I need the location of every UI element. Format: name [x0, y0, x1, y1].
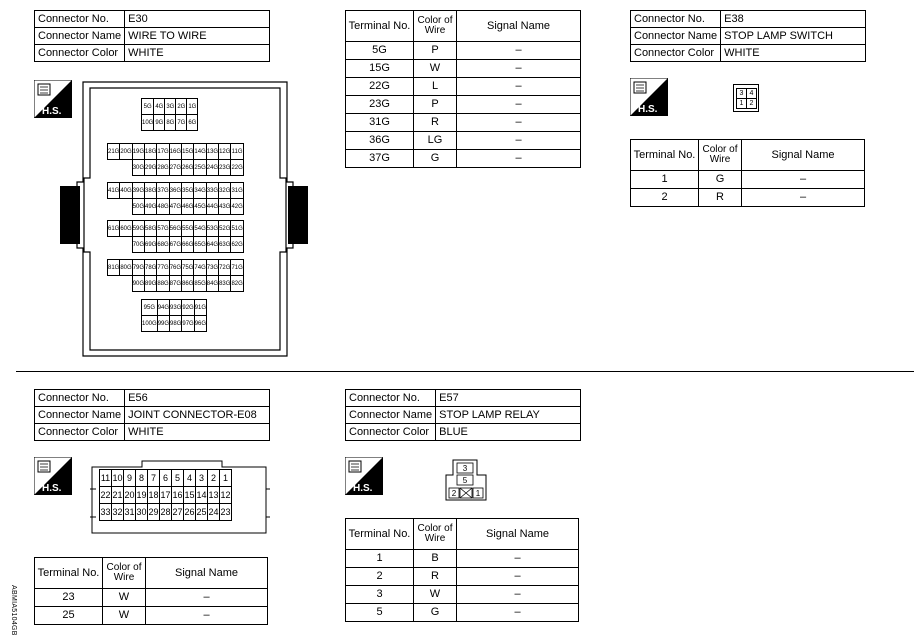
- pin: 47G: [169, 199, 181, 215]
- pin: 18: [148, 487, 160, 504]
- pin: 3: [462, 464, 468, 473]
- connector-no-value: E57: [436, 390, 581, 407]
- pin: 15G: [182, 144, 194, 160]
- pin: 8: [136, 470, 148, 487]
- terminal-row: [346, 132, 581, 150]
- pin: 7G: [176, 115, 187, 131]
- pin: 72G: [219, 260, 231, 276]
- terminal-row: [35, 607, 268, 625]
- pin: 60G: [120, 221, 132, 237]
- connector-color-label: Connector Color: [631, 45, 721, 62]
- figure-code: ABMIA5104GB: [10, 585, 17, 636]
- pin: 38G: [145, 183, 157, 199]
- wire-color-cell: R: [414, 568, 457, 586]
- signal-name-header: Signal Name: [457, 11, 581, 42]
- pin: 61G: [108, 221, 120, 237]
- pin: 16G: [169, 144, 181, 160]
- pin: 82G: [231, 276, 243, 292]
- pin: 16: [172, 487, 184, 504]
- pin: 20G: [120, 144, 132, 160]
- pin: 25G: [194, 160, 206, 176]
- pin: 4: [747, 89, 757, 99]
- pin: 8G: [165, 115, 176, 131]
- pin: 91G: [194, 300, 206, 316]
- pin: 88G: [157, 276, 169, 292]
- connector-name-value: STOP LAMP SWITCH: [721, 28, 866, 45]
- connector-name-label: Connector Name: [35, 28, 125, 45]
- terminal-row: [346, 42, 581, 60]
- pin: 13: [208, 487, 220, 504]
- pin: 86G: [182, 276, 194, 292]
- pin: 96G: [194, 316, 206, 332]
- e38-connector-face: [733, 84, 759, 112]
- pin: 37G: [157, 183, 169, 199]
- pin: 68G: [157, 237, 169, 253]
- terminal-no-header: Terminal No.: [631, 140, 699, 171]
- signal-name-cell: –: [457, 114, 581, 132]
- pin: 33G: [206, 183, 218, 199]
- connector-no-label: Connector No.: [631, 11, 721, 28]
- signal-name-cell: –: [457, 132, 581, 150]
- signal-name-cell: –: [146, 607, 268, 625]
- pin: 30G: [132, 160, 144, 176]
- signal-name-cell: –: [457, 78, 581, 96]
- pin: 77G: [157, 260, 169, 276]
- hs-label: H.S.: [353, 483, 373, 494]
- pin: 14G: [194, 144, 206, 160]
- pin: 98G: [170, 316, 182, 332]
- pin: 29G: [145, 160, 157, 176]
- pin-group: [141, 98, 198, 131]
- pin: 76G: [169, 260, 181, 276]
- connector-color-label: Connector Color: [35, 45, 125, 62]
- e56-pin-layout: [99, 469, 232, 521]
- signal-name-header: Signal Name: [457, 519, 579, 550]
- terminal-row: [346, 78, 581, 96]
- pin-group: [141, 299, 207, 332]
- pin: 17: [160, 487, 172, 504]
- pin: 27G: [169, 160, 181, 176]
- pin: 18G: [145, 144, 157, 160]
- pin: 71G: [231, 260, 243, 276]
- e57-connector-face: [440, 458, 494, 504]
- pin: 67G: [169, 237, 181, 253]
- pin: 5: [462, 476, 468, 485]
- pin: 89G: [145, 276, 157, 292]
- pin: 24: [208, 504, 220, 521]
- terminal-row: [346, 586, 579, 604]
- wire-color-cell: L: [414, 78, 457, 96]
- terminal-no-header: Terminal No.: [35, 558, 103, 589]
- pin: 43G: [219, 199, 231, 215]
- pin: 17G: [157, 144, 169, 160]
- wire-color-cell: G: [699, 171, 742, 189]
- e57-connector-info: [345, 389, 581, 441]
- terminal-no-cell: 1: [346, 550, 414, 568]
- signal-name-header: Signal Name: [146, 558, 268, 589]
- pin: 100G: [142, 316, 158, 332]
- pin: 26G: [182, 160, 194, 176]
- wire-color-header: Color of Wire: [414, 519, 457, 550]
- pin: 35G: [182, 183, 194, 199]
- pin: 36G: [169, 183, 181, 199]
- terminal-row: [346, 96, 581, 114]
- wire-color-cell: R: [699, 189, 742, 207]
- pin: 6G: [187, 115, 198, 131]
- pin: 9: [124, 470, 136, 487]
- pin: 81G: [108, 260, 120, 276]
- wire-color-cell: P: [414, 96, 457, 114]
- terminal-no-cell: 1: [631, 171, 699, 189]
- terminal-no-cell: 36G: [346, 132, 414, 150]
- pin: 23G: [219, 160, 231, 176]
- section-divider: [16, 371, 914, 372]
- pin: 93G: [170, 300, 182, 316]
- pin: 41G: [108, 183, 120, 199]
- pin: 32G: [219, 183, 231, 199]
- pin: 10G: [142, 115, 154, 131]
- pin: 56G: [169, 221, 181, 237]
- terminal-no-cell: 5: [346, 604, 414, 622]
- signal-name-cell: –: [742, 171, 865, 189]
- signal-name-cell: –: [457, 568, 579, 586]
- pin: 30: [136, 504, 148, 521]
- connector-color-label: Connector Color: [35, 424, 125, 441]
- pin: 1: [737, 99, 747, 109]
- pin: 75G: [182, 260, 194, 276]
- e38-connector-info: [630, 10, 866, 62]
- pin-group: [107, 220, 244, 253]
- connector-color-label: Connector Color: [346, 424, 436, 441]
- pin: 1G: [187, 99, 198, 115]
- pin: 48G: [157, 199, 169, 215]
- signal-name-cell: –: [457, 150, 581, 168]
- pin: 1: [220, 470, 232, 487]
- wire-color-cell: W: [103, 607, 146, 625]
- pin: 26: [184, 504, 196, 521]
- connector-color-value: WHITE: [125, 424, 270, 441]
- terminal-no-cell: 15G: [346, 60, 414, 78]
- hs-label: H.S.: [42, 483, 62, 494]
- pin: 31: [124, 504, 136, 521]
- pin: 87G: [169, 276, 181, 292]
- pin: 33: [100, 504, 112, 521]
- pin: 31G: [231, 183, 243, 199]
- pin: 9G: [154, 115, 165, 131]
- terminal-no-header: Terminal No.: [346, 519, 414, 550]
- wire-color-cell: LG: [414, 132, 457, 150]
- pin: 28: [160, 504, 172, 521]
- pin: 25: [196, 504, 208, 521]
- connector-name-label: Connector Name: [346, 407, 436, 424]
- e30-terminal-table: [345, 10, 581, 168]
- wire-color-header: Color of Wire: [699, 140, 742, 171]
- terminal-no-cell: 31G: [346, 114, 414, 132]
- pin: 5: [172, 470, 184, 487]
- terminal-row: [346, 150, 581, 168]
- wire-color-cell: P: [414, 42, 457, 60]
- pin: 54G: [194, 221, 206, 237]
- pin: 32: [112, 504, 124, 521]
- terminal-no-cell: 23: [35, 589, 103, 607]
- connector-color-value: WHITE: [125, 45, 270, 62]
- signal-name-cell: –: [742, 189, 865, 207]
- pin: 23: [220, 504, 232, 521]
- hs-icon: [345, 457, 383, 495]
- terminal-no-header: Terminal No.: [346, 11, 414, 42]
- connector-name-value: STOP LAMP RELAY: [436, 407, 581, 424]
- pin: 70G: [132, 237, 144, 253]
- terminal-row: [346, 60, 581, 78]
- pin: 28G: [157, 160, 169, 176]
- wire-color-header: Color of Wire: [103, 558, 146, 589]
- hs-label: H.S.: [638, 104, 658, 115]
- pin: 3: [196, 470, 208, 487]
- pin: 66G: [182, 237, 194, 253]
- wire-color-cell: G: [414, 604, 457, 622]
- pin: 15: [184, 487, 196, 504]
- pin: 27: [172, 504, 184, 521]
- pin: 2: [451, 489, 457, 498]
- pin: 22G: [231, 160, 243, 176]
- pin: 53G: [206, 221, 218, 237]
- pin: 19G: [132, 144, 144, 160]
- pin: 34G: [194, 183, 206, 199]
- pin: 69G: [145, 237, 157, 253]
- terminal-row: [346, 604, 579, 622]
- pin: 3G: [165, 99, 176, 115]
- e57-terminal-table: [345, 518, 579, 622]
- pin: 2: [747, 99, 757, 109]
- e56-connector-info: [34, 389, 270, 441]
- pin: 2G: [176, 99, 187, 115]
- hs-label: H.S.: [42, 106, 62, 117]
- connector-name-value: JOINT CONNECTOR-E08: [125, 407, 270, 424]
- connector-name-label: Connector Name: [35, 407, 125, 424]
- terminal-row: [346, 114, 581, 132]
- pin: 12: [220, 487, 232, 504]
- pin-group: [107, 143, 244, 176]
- terminal-no-cell: 5G: [346, 42, 414, 60]
- pin: 85G: [194, 276, 206, 292]
- terminal-row: [346, 568, 579, 586]
- pin: 6: [160, 470, 172, 487]
- wire-color-cell: G: [414, 150, 457, 168]
- pin: 14: [196, 487, 208, 504]
- pin: 21G: [108, 144, 120, 160]
- pin: 19: [136, 487, 148, 504]
- signal-name-cell: –: [457, 550, 579, 568]
- signal-name-cell: –: [457, 96, 581, 114]
- signal-name-cell: –: [457, 586, 579, 604]
- hs-icon: [630, 78, 668, 116]
- pin: 7: [148, 470, 160, 487]
- pin: 24G: [206, 160, 218, 176]
- pin: 84G: [206, 276, 218, 292]
- terminal-row: [631, 189, 865, 207]
- signal-name-header: Signal Name: [742, 140, 865, 171]
- pin: 10: [112, 470, 124, 487]
- connector-name-value: WIRE TO WIRE: [125, 28, 270, 45]
- pin: 55G: [182, 221, 194, 237]
- pin: 12G: [219, 144, 231, 160]
- connector-no-value: E56: [125, 390, 270, 407]
- pin: 99G: [157, 316, 169, 332]
- signal-name-cell: –: [457, 42, 581, 60]
- signal-name-cell: –: [146, 589, 268, 607]
- pin: 64G: [206, 237, 218, 253]
- e56-terminal-table: [34, 557, 268, 625]
- pin: 58G: [145, 221, 157, 237]
- pin: 4: [184, 470, 196, 487]
- terminal-no-cell: 37G: [346, 150, 414, 168]
- terminal-no-cell: 25: [35, 607, 103, 625]
- connector-color-value: WHITE: [721, 45, 866, 62]
- pin: 40G: [120, 183, 132, 199]
- pin: 65G: [194, 237, 206, 253]
- signal-name-cell: –: [457, 60, 581, 78]
- connector-no-label: Connector No.: [35, 390, 125, 407]
- signal-name-cell: –: [457, 604, 579, 622]
- connector-no-value: E38: [721, 11, 866, 28]
- wire-color-cell: W: [103, 589, 146, 607]
- pin: 45G: [194, 199, 206, 215]
- pin: 4G: [154, 99, 165, 115]
- pin: 97G: [182, 316, 194, 332]
- pin: 51G: [231, 221, 243, 237]
- wire-color-cell: R: [414, 114, 457, 132]
- terminal-no-cell: 22G: [346, 78, 414, 96]
- pin: 50G: [132, 199, 144, 215]
- e38-terminal-table: [630, 139, 865, 207]
- pin: 74G: [194, 260, 206, 276]
- wire-color-cell: W: [414, 60, 457, 78]
- connector-no-label: Connector No.: [346, 390, 436, 407]
- connector-name-label: Connector Name: [631, 28, 721, 45]
- pin: 83G: [219, 276, 231, 292]
- pin: 13G: [206, 144, 218, 160]
- pin: 11G: [231, 144, 243, 160]
- wire-color-header: Color of Wire: [414, 11, 457, 42]
- terminal-row: [35, 589, 268, 607]
- pin: 44G: [206, 199, 218, 215]
- pin: 2: [208, 470, 220, 487]
- pin: 79G: [132, 260, 144, 276]
- pin: 3: [737, 89, 747, 99]
- pin: 59G: [132, 221, 144, 237]
- hs-icon: [34, 457, 72, 495]
- pin: 63G: [219, 237, 231, 253]
- terminal-row: [631, 171, 865, 189]
- pin-group: [107, 259, 244, 292]
- pin: 92G: [182, 300, 194, 316]
- terminal-no-cell: 3: [346, 586, 414, 604]
- pin: 57G: [157, 221, 169, 237]
- pin: 80G: [120, 260, 132, 276]
- pin: 78G: [145, 260, 157, 276]
- e30-connector-info: [34, 10, 270, 62]
- pin: 90G: [132, 276, 144, 292]
- pin-group: [107, 182, 244, 215]
- pin: 39G: [132, 183, 144, 199]
- pin: 1: [475, 489, 481, 498]
- pin: 62G: [231, 237, 243, 253]
- wire-color-cell: B: [414, 550, 457, 568]
- pin: 95G: [142, 300, 158, 316]
- pin: 49G: [145, 199, 157, 215]
- pin: 73G: [206, 260, 218, 276]
- wire-color-cell: W: [414, 586, 457, 604]
- terminal-no-cell: 2: [631, 189, 699, 207]
- pin: 21: [112, 487, 124, 504]
- pin: 20: [124, 487, 136, 504]
- pin: 29: [148, 504, 160, 521]
- pin: 22: [100, 487, 112, 504]
- pin: 46G: [182, 199, 194, 215]
- pin: 42G: [231, 199, 243, 215]
- pin: 5G: [142, 99, 154, 115]
- connector-no-value: E30: [125, 11, 270, 28]
- pin: 52G: [219, 221, 231, 237]
- pin: 94G: [157, 300, 169, 316]
- pin: 11: [100, 470, 112, 487]
- terminal-no-cell: 23G: [346, 96, 414, 114]
- terminal-no-cell: 2: [346, 568, 414, 586]
- terminal-row: [346, 550, 579, 568]
- connector-no-label: Connector No.: [35, 11, 125, 28]
- connector-color-value: BLUE: [436, 424, 581, 441]
